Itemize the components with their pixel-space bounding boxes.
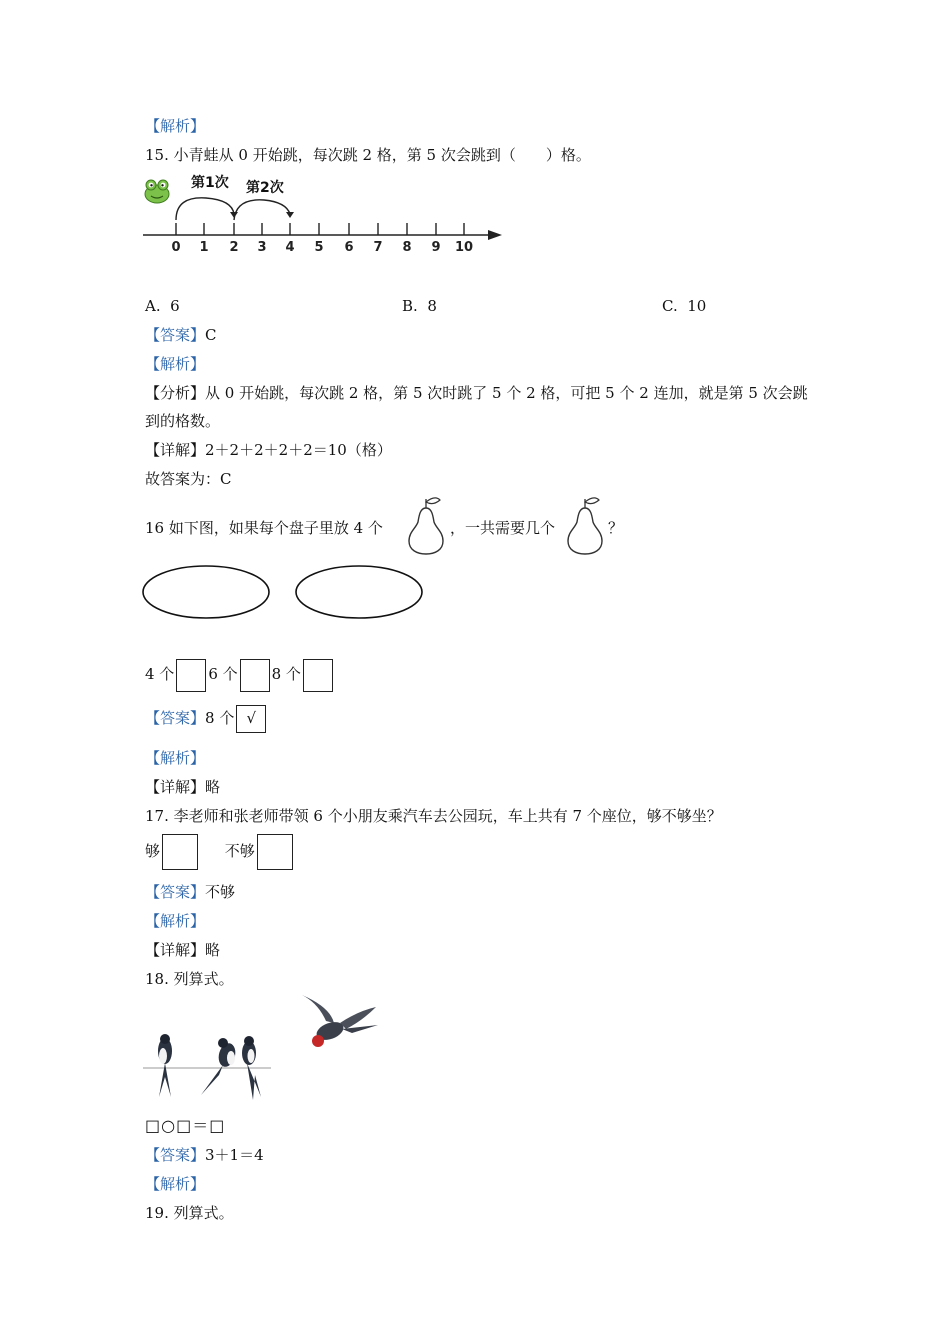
choice-enough-box[interactable] [162, 834, 198, 870]
q16-question-part3: ？ [608, 519, 624, 537]
axis-arrow [488, 230, 502, 240]
q18-question: 18. 列算式。 [145, 970, 234, 988]
tick-label-6: 6 [344, 240, 354, 255]
swallow-2 [201, 1038, 238, 1095]
pear-icon [565, 494, 605, 556]
choice-enough: 够 [145, 842, 161, 860]
jump-2-label: 第2次 [246, 180, 284, 196]
swallow-1 [158, 1034, 172, 1097]
tick-label-10: 10 [454, 240, 474, 255]
q15-conclusion: 故答案为：C [145, 470, 232, 488]
choice-8-box[interactable] [303, 659, 333, 692]
option-b-value: 8 [427, 297, 437, 315]
plates [140, 563, 430, 623]
plate-2 [296, 566, 422, 618]
plate-1 [143, 566, 269, 618]
q15-analysis-tag: 【解析】 [145, 355, 206, 373]
q15-question: 15. 小青蛙从 0 开始跳，每次跳 2 格，第 5 次会跳到（ ）格。 [145, 146, 591, 164]
jump-arrow-2 [286, 212, 294, 218]
jump-arc-1 [176, 198, 234, 220]
analysis-tag: 【解析】 [145, 117, 206, 135]
q17-choices [145, 833, 295, 870]
q16-question-part2: ，一共需要几个 [450, 519, 556, 537]
number-line [140, 190, 510, 260]
flying-swallow-illustration [300, 993, 380, 1055]
q18-analysis-tag: 【解析】 [145, 1175, 206, 1193]
q16-analysis-tag: 【解析】 [145, 749, 206, 767]
option-b[interactable] [402, 296, 437, 316]
tick-label-8: 8 [402, 240, 412, 255]
jump-1-label: 第1次 [191, 175, 229, 191]
q15-analysis-line1: 【分析】从 0 开始跳，每次跳 2 格，第 5 次时跳了 5 个 2 格，可把 5 个 2 连加，就是第 5 次会跳 [145, 384, 808, 402]
tick-label-3: 3 [257, 240, 267, 255]
option-a[interactable] [145, 296, 180, 316]
q17-question: 17. 李老师和张老师带领 6 个小朋友乘汽车去公园玩，车上共有 7 个座位，够不够坐？ [145, 807, 722, 825]
option-a-label: A. [145, 297, 161, 315]
option-c[interactable] [662, 296, 706, 316]
q15-answer: 【答案】C [145, 326, 217, 344]
tick-label-2: 2 [229, 240, 239, 255]
q15-detail: 【详解】2＋2＋2＋2＋2＝10（格） [145, 441, 392, 459]
q17-answer: 【答案】不够 [145, 883, 236, 901]
option-b-label: B. [402, 297, 418, 315]
choice-6-box[interactable] [240, 659, 270, 692]
q17-detail: 【详解】略 [145, 941, 221, 959]
option-c-label: C. [662, 297, 678, 315]
q18-answer: 【答案】3＋1＝4 [145, 1146, 264, 1164]
q19-question: 19. 列算式。 [145, 1204, 234, 1222]
tick-label-1: 1 [199, 240, 209, 255]
q16-choices [145, 657, 335, 692]
q15-analysis-line2: 到的格数。 [145, 412, 221, 430]
q17-analysis-tag: 【解析】 [145, 912, 206, 930]
swallows-on-wire-illustration [143, 1025, 273, 1105]
q16-detail: 【详解】略 [145, 778, 221, 796]
q16-answer: 【答案】8 个 √ [145, 705, 266, 733]
choice-not-enough: 不够 [224, 842, 255, 860]
choice-4-box[interactable] [176, 659, 206, 692]
pear-icon [406, 494, 446, 556]
tick-label-5: 5 [314, 240, 324, 255]
choice-4: 4 个 [145, 665, 175, 683]
tick-label-4: 4 [285, 240, 295, 255]
choice-8: 8 个 [271, 665, 301, 683]
option-a-value: 6 [170, 297, 180, 315]
choice-6: 6 个 [208, 665, 238, 683]
q16-question-part1: 16 如下图，如果每个盘子里放 4 个 [145, 519, 383, 537]
choice-not-enough-box[interactable] [257, 834, 293, 870]
jump-arc-2 [234, 200, 290, 220]
check-mark-box: √ [236, 705, 266, 733]
tick-label-0: 0 [171, 240, 181, 255]
option-c-value: 10 [687, 297, 707, 315]
q18-template: □○□＝□ [145, 1116, 226, 1135]
tick-label-9: 9 [431, 240, 441, 255]
tick-label-7: 7 [373, 240, 383, 255]
